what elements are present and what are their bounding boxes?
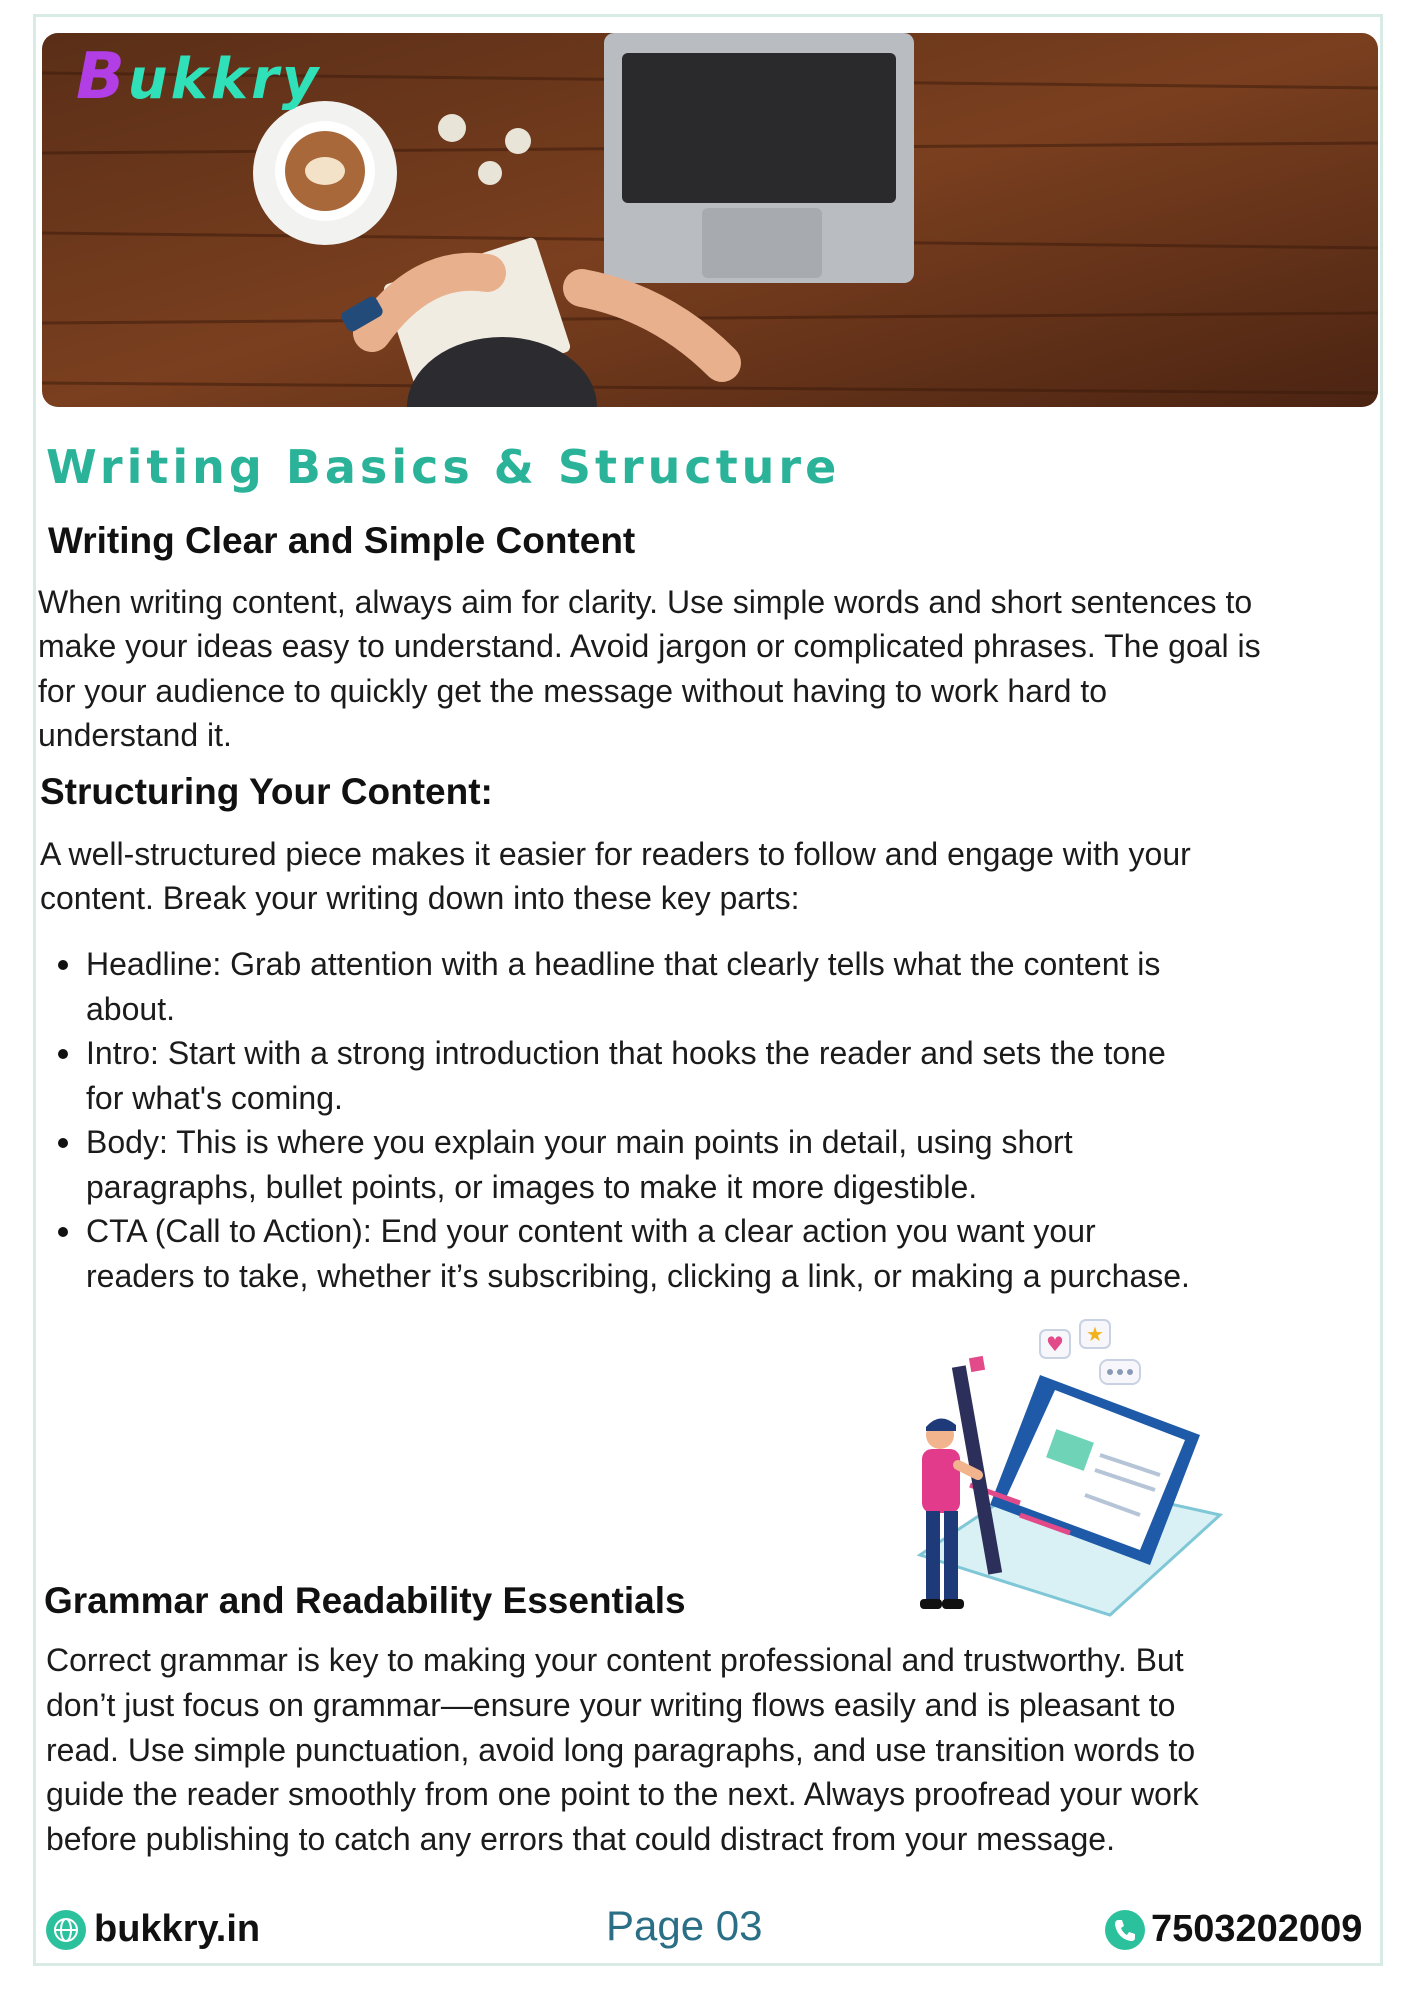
list-item-headline: Headline: Grab attention with a headline that clearly tells what the content is about. (48, 942, 1338, 1031)
list-item-body: Body: This is where you explain your main points in detail, using short paragraphs, bullet points, or images to make it more digestible. (48, 1120, 1338, 1209)
key-parts-list (48, 942, 1338, 1298)
website-link[interactable]: bukkry.in (94, 1908, 261, 1950)
paragraph-line: read. Use simple punctuation, avoid long paragraphs, and use transition words to (46, 1732, 1196, 1768)
brand-logo: Bukkry (76, 40, 322, 114)
svg-text:♥: ♥ (1046, 1332, 1064, 1356)
section-heading-structuring: Structuring Your Content: (40, 771, 493, 812)
phone-icon (1105, 1910, 1145, 1950)
page-title: Writing Basics & Structure (46, 440, 841, 494)
bullet-icon (58, 1138, 68, 1148)
bullet-icon (58, 1049, 68, 1059)
paragraph-line: When writing content, always aim for clarity. Use simple words and short sentences to (38, 584, 1253, 620)
footer-website[interactable] (46, 1908, 260, 1951)
section-heading-grammar: Grammar and Readability Essentials (44, 1580, 686, 1621)
page-number: Page 03 (606, 1902, 763, 1949)
footer-phone[interactable] (1105, 1908, 1362, 1951)
paragraph-line: for your audience to quickly get the message without having to work hard to (38, 673, 1108, 709)
svg-text:★: ★ (1086, 1322, 1104, 1346)
list-item-intro: Intro: Start with a strong introduction that hooks the reader and sets the tone for what's coming. (48, 1031, 1338, 1120)
paragraph-line: don’t just focus on grammar—ensure your writing flows easily and is pleasant to (46, 1687, 1176, 1723)
paragraph-line: make your ideas easy to understand. Avoid jargon or complicated phrases. The goal is (38, 628, 1261, 664)
globe-icon (46, 1910, 86, 1950)
writer-illustration (900, 1315, 1240, 1630)
paragraph-line: understand it. (38, 717, 232, 753)
bullet-icon (58, 960, 68, 970)
bullet-icon (58, 1227, 68, 1237)
phone-number[interactable]: 7503202009 (1151, 1908, 1363, 1950)
paragraph-line: Correct grammar is key to making your content professional and trustworthy. But (46, 1642, 1184, 1678)
paragraph-line: before publishing to catch any errors that could distract from your message. (46, 1821, 1115, 1857)
paragraph-line: content. Break your writing down into these key parts: (40, 880, 800, 916)
list-item-cta: CTA (Call to Action): End your content with a clear action you want your readers to take, whether it’s subscribing, clicking a link, or making a purchase. (48, 1209, 1338, 1298)
paragraph-line: guide the reader smoothly from one point to the next. Always proofread your work (46, 1776, 1199, 1812)
section-heading-clear-content: Writing Clear and Simple Content (48, 520, 636, 561)
paragraph-line: A well-structured piece makes it easier for readers to follow and engage with your (40, 836, 1191, 872)
